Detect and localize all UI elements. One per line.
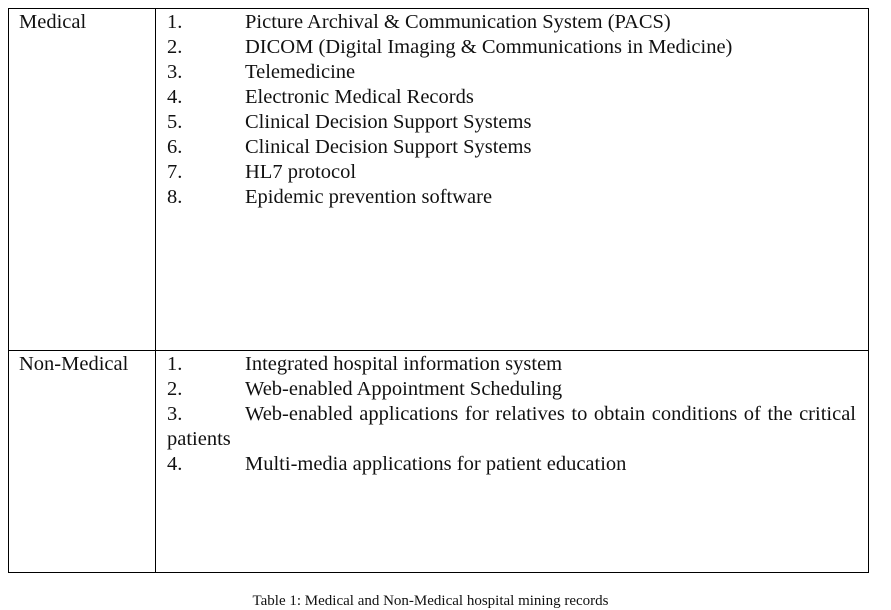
- item-text: HL7 protocol: [245, 161, 357, 183]
- item-number: 8.: [167, 186, 183, 208]
- item-text: Electronic Medical Records: [245, 86, 474, 108]
- table-caption: Table 1: Medical and Non-Medical hospital mining records: [252, 593, 609, 609]
- item-text: Integrated hospital information system: [245, 353, 563, 375]
- item-number: 6.: [167, 136, 183, 158]
- item-number: 3.: [167, 403, 183, 425]
- list-item: [167, 185, 856, 210]
- category-cell: Medical: [9, 9, 156, 351]
- records-table: [8, 8, 869, 573]
- list-item: [167, 135, 856, 160]
- list-item: [167, 60, 856, 85]
- list-item: [167, 352, 856, 377]
- category-cell: Non-Medical: [9, 351, 156, 573]
- list-item: [167, 377, 856, 402]
- item-number: 2.: [167, 378, 183, 400]
- list-item: [167, 452, 856, 477]
- item-text: Clinical Decision Support Systems: [245, 111, 532, 133]
- item-number: 4.: [167, 453, 183, 475]
- item-text: Web-enabled Appointment Scheduling: [245, 378, 563, 400]
- item-number: 1.: [167, 11, 183, 33]
- items-cell: [156, 351, 869, 573]
- item-number: 5.: [167, 111, 183, 133]
- item-text: DICOM (Digital Imaging & Communications in Medicine): [245, 36, 733, 58]
- item-text: Telemedicine: [245, 61, 356, 83]
- items-cell: [156, 9, 869, 351]
- list-item: [167, 110, 856, 135]
- list-item: [167, 85, 856, 110]
- item-number: 2.: [167, 36, 183, 58]
- item-number: 4.: [167, 86, 183, 108]
- item-text: Clinical Decision Support Systems: [245, 136, 532, 158]
- item-number: 1.: [167, 353, 183, 375]
- item-text: Epidemic prevention software: [245, 186, 493, 208]
- item-number: 7.: [167, 161, 183, 183]
- list-item: [167, 35, 856, 60]
- table-row-medical: [9, 9, 869, 351]
- item-text: Web-enabled applications for relatives to obtain conditions of the critical patients: [167, 403, 856, 450]
- item-text: Multi-media applications for patient education: [245, 453, 627, 475]
- list-item: [167, 10, 856, 35]
- item-number: 3.: [167, 61, 183, 83]
- item-text: Picture Archival & Communication System (PACS): [245, 11, 671, 33]
- list-item: [167, 402, 856, 452]
- table-row-non-medical: [9, 351, 869, 573]
- list-item: [167, 160, 856, 185]
